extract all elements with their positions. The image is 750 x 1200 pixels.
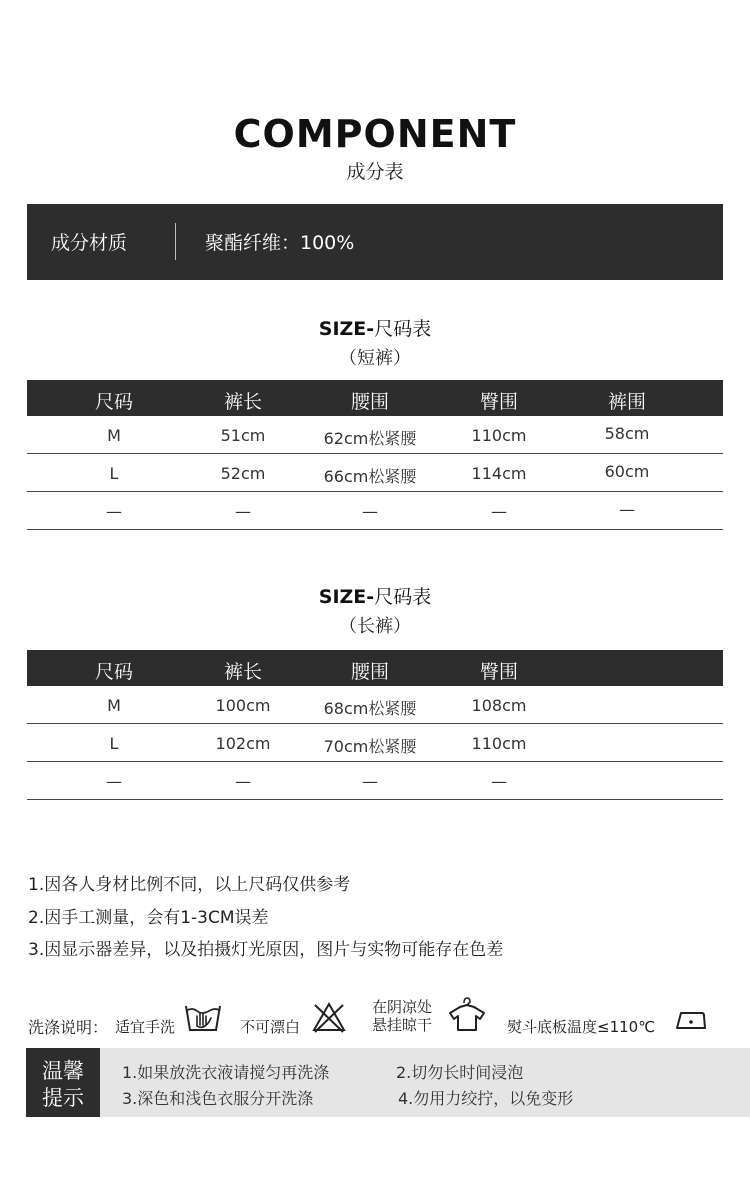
table-cell: 66cm松紧腰 [323, 467, 417, 486]
table-cell: 70cm松紧腰 [323, 737, 417, 756]
header-cell: 臀围 [479, 661, 519, 683]
shorts-size-table [27, 380, 723, 530]
header-cell: 裤长 [223, 661, 263, 683]
page-subtitle: 成分表 [346, 161, 404, 183]
iron-icon [674, 1008, 708, 1032]
pants-size-table [27, 650, 723, 800]
tip-item: 4.勿用力绞拧，以免变形 [398, 1089, 574, 1108]
hand-wash-text: 适宜手洗 [115, 1018, 176, 1036]
tips-heading [26, 1048, 100, 1117]
header-cell: 裤长 [223, 391, 263, 413]
table-cell: 108cm [471, 696, 527, 715]
hang-dry-icon [447, 995, 487, 1033]
table-cell: — [362, 502, 378, 521]
table-cell: 58cm [604, 424, 650, 443]
pants-size-title-bold: SIZE- [318, 586, 375, 608]
care-label: 洗涤说明： [28, 1018, 109, 1037]
iron-text: 熨斗底板温度≤110℃ [507, 1018, 656, 1036]
note-item: 3.因显示器差异，以及拍摄灯光原因，图片与实物可能存在色差 [28, 940, 504, 960]
table-row [27, 416, 723, 454]
material-divider [175, 223, 176, 260]
hand-wash-icon [183, 1000, 223, 1034]
header-cell: 腰围 [350, 391, 390, 413]
table-header [27, 650, 723, 686]
care-section [0, 990, 750, 1045]
table-row [27, 724, 723, 762]
table-row [27, 454, 723, 492]
table-cell: L [109, 464, 119, 483]
tip-item: 3.深色和浅色衣服分开洗涤 [122, 1089, 314, 1108]
header-cell: 腰围 [350, 661, 390, 683]
table-cell: — [491, 772, 507, 791]
no-bleach-icon [311, 1000, 347, 1034]
header-cell: 尺码 [94, 661, 134, 683]
note-item: 1.因各人身材比例不同，以上尺码仅供参考 [28, 875, 351, 895]
table-cell: — [106, 772, 122, 791]
tip-item: 2.切勿长时间浸泡 [396, 1063, 524, 1082]
table-cell: 102cm [215, 734, 271, 753]
table-row [27, 762, 723, 800]
table-cell: — [235, 772, 251, 791]
pants-size-subtitle: （长裤） [339, 616, 411, 637]
table-cell: M [107, 426, 121, 445]
material-bar [27, 204, 723, 280]
table-cell: 62cm松紧腰 [323, 429, 417, 448]
header-cell: 尺码 [94, 391, 134, 413]
table-cell: 68cm松紧腰 [323, 699, 417, 718]
note-item: 2.因手工测量，会有1-3CM误差 [28, 908, 269, 928]
table-cell: — [362, 772, 378, 791]
header-cell: 裤围 [607, 391, 647, 413]
shorts-size-subtitle: （短裤） [339, 348, 411, 369]
table-row [27, 492, 723, 530]
pants-size-title [0, 582, 750, 609]
table-row [27, 686, 723, 724]
table-header [27, 380, 723, 416]
header-cell: 臀围 [479, 391, 519, 413]
material-value: 聚酯纤维：100% [205, 232, 355, 254]
shorts-size-title-bold: SIZE- [318, 318, 375, 340]
table-cell: 110cm [471, 426, 527, 445]
table-cell: 100cm [215, 696, 271, 715]
shorts-size-title-rest: 尺码表 [374, 318, 432, 340]
tip-item: 1.如果放洗衣液请搅匀再洗涤 [122, 1063, 330, 1082]
table-cell: 114cm [471, 464, 527, 483]
table-cell: 51cm [220, 426, 266, 445]
table-cell: 60cm [604, 462, 650, 481]
pants-size-title-rest: 尺码表 [374, 586, 432, 608]
tips-bar [26, 1048, 750, 1117]
table-cell: M [107, 696, 121, 715]
shorts-size-title [0, 314, 750, 341]
shade-dry-line2: 悬挂晾干 [372, 1016, 433, 1034]
material-label: 成分材质 [51, 232, 128, 254]
table-cell: — [619, 500, 635, 519]
tips-heading-line2: 提示 [42, 1086, 84, 1110]
no-bleach-text: 不可漂白 [240, 1018, 301, 1036]
table-cell: L [109, 734, 119, 753]
tips-heading-line1: 温馨 [42, 1059, 84, 1083]
table-cell: — [235, 502, 251, 521]
page-title: COMPONENT [233, 112, 517, 156]
table-cell: 110cm [471, 734, 527, 753]
table-cell: 52cm [220, 464, 266, 483]
shade-dry-line1: 在阴凉处 [372, 998, 433, 1016]
table-cell: — [106, 502, 122, 521]
table-cell: — [491, 502, 507, 521]
